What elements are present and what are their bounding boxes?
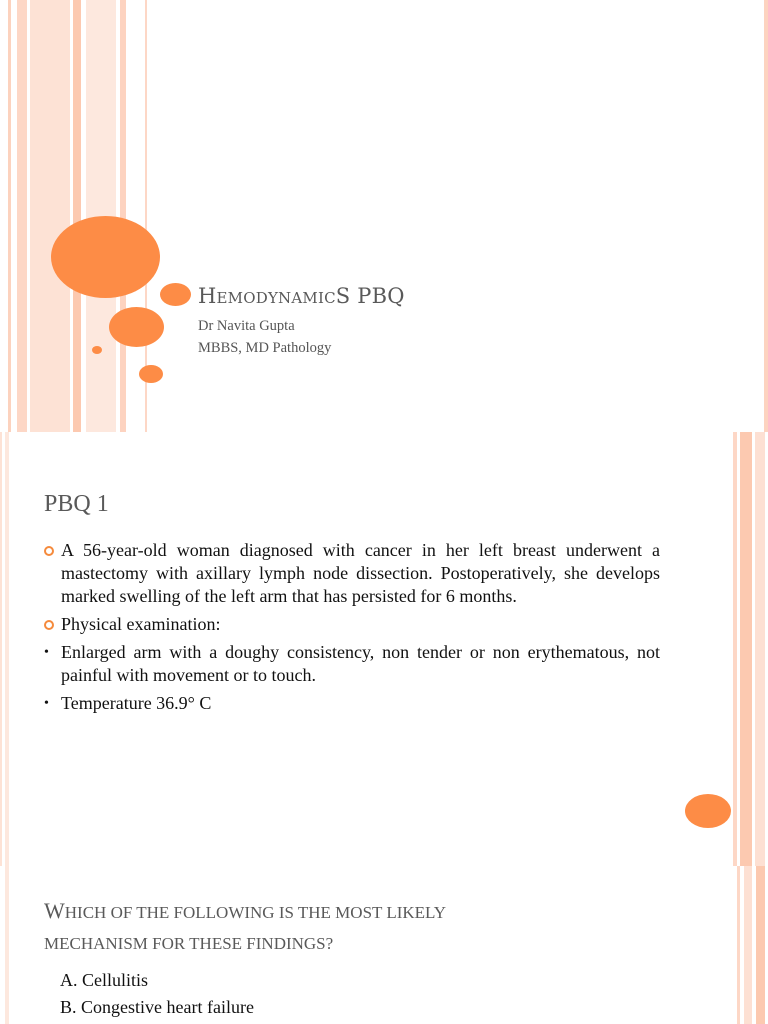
title-suffix: PBQ	[350, 284, 405, 308]
exam-finding: Temperature 36.9° C	[61, 693, 212, 713]
decor-circle-tiny	[92, 346, 102, 354]
title-initial: H	[198, 284, 217, 308]
decor-stripe	[120, 0, 126, 432]
decor-stripe	[8, 0, 11, 432]
list-item	[44, 692, 660, 715]
slide-title	[198, 284, 405, 308]
dot-bullet-icon: •	[44, 645, 49, 660]
dot-bullet-icon: •	[44, 696, 49, 711]
decor-stripe	[744, 866, 752, 1024]
question-initial: W	[44, 898, 65, 923]
decor-stripe	[0, 432, 2, 866]
option-a: A. Cellulitis	[60, 970, 149, 990]
decor-circle-large	[51, 216, 160, 298]
author-credentials: MBBS, MD Pathology	[198, 340, 332, 356]
decor-stripe	[764, 0, 768, 432]
case-description: A 56-year-old woman diagnosed with cancer in her left breast underwent a mastectomy with axillary lymph node dissection. Postoperatively, she develops marked swelling of the left arm that has persisted for 6 months.	[61, 540, 660, 606]
list-item	[44, 539, 660, 608]
decor-stripe	[737, 866, 740, 1024]
decor-circle-small	[139, 365, 163, 383]
author-name: Dr Navita Gupta	[198, 318, 295, 334]
list-item	[44, 641, 660, 687]
title-smallcaps: EMODYNAMIC	[216, 289, 336, 307]
circle-bullet-icon	[44, 620, 54, 630]
title-letter: S	[335, 284, 351, 308]
circle-bullet-icon	[44, 546, 54, 556]
decor-stripe	[740, 432, 752, 866]
decor-stripe	[756, 866, 765, 1024]
decor-stripe	[5, 432, 9, 866]
list-item	[44, 613, 660, 636]
decor-stripe	[30, 0, 70, 432]
decor-stripe	[5, 866, 9, 1024]
question-line1: HICH OF THE FOLLOWING IS THE MOST LIKELY	[64, 903, 447, 922]
decor-stripe	[73, 0, 81, 432]
exam-finding: Enlarged arm with a doughy consistency, non tender or non erythematous, not painful with movement or to touch.	[61, 642, 660, 685]
decor-stripe	[17, 0, 27, 432]
decor-stripe	[733, 432, 737, 866]
title-slide	[0, 0, 768, 432]
exam-label: Physical examination:	[61, 614, 221, 634]
decor-circle	[685, 794, 731, 828]
case-body	[44, 539, 660, 715]
decor-stripe	[755, 432, 765, 866]
slide-heading: PBQ 1	[44, 491, 109, 517]
decor-circle-medium	[109, 307, 164, 347]
option-b: B. Congestive heart failure	[60, 997, 254, 1017]
question-heading	[44, 896, 446, 960]
decor-circle-small	[160, 283, 191, 306]
question-line2: MECHANISM FOR THESE FINDINGS?	[44, 934, 334, 953]
